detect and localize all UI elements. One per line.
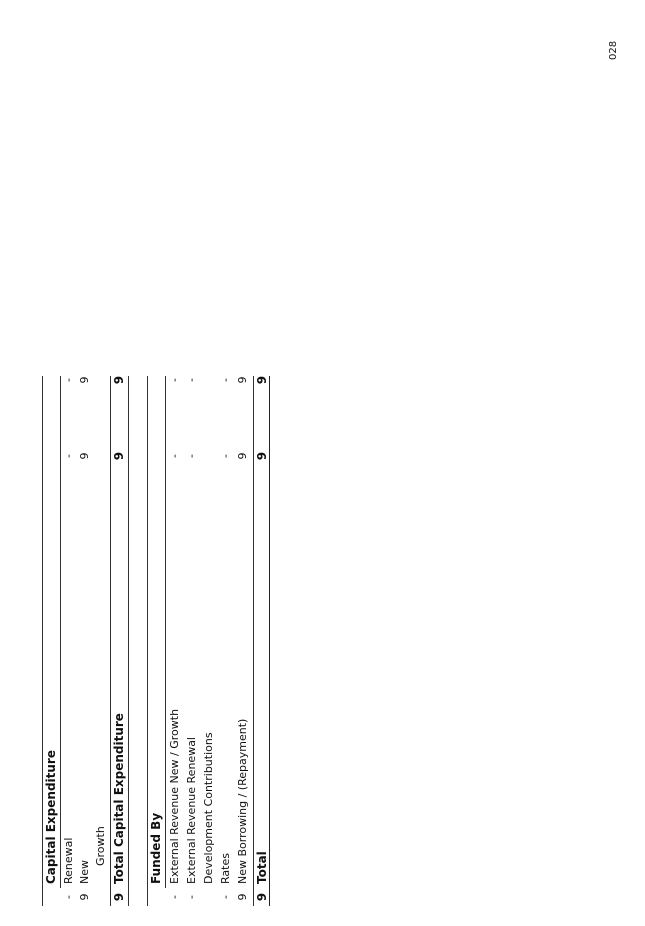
rates-label: Rates — [219, 853, 232, 884]
growth-label: Growth — [94, 826, 107, 866]
rule-top — [42, 376, 43, 906]
new-col2: 9 — [78, 376, 91, 384]
ext-new-label: External Revenue New / Growth — [168, 708, 181, 884]
rule-subtotal-bottom — [128, 376, 129, 906]
dev-contrib-label: Development Contributions — [202, 732, 215, 884]
new-label: New — [78, 860, 91, 884]
rule-total-top — [253, 376, 254, 906]
page-number: 028 — [608, 40, 619, 60]
total-label: Total — [255, 851, 269, 884]
ext-renewal-mark: - — [185, 895, 198, 899]
total-capex-mark: 9 — [112, 892, 126, 902]
new-col1: 9 — [78, 452, 91, 460]
rule-subtotal-top — [110, 376, 111, 906]
total-capex-label: Total Capital Expenditure — [112, 713, 126, 884]
borrowing-col1: 9 — [236, 452, 249, 460]
ext-renewal-col2: - — [185, 378, 198, 382]
borrowing-label: New Borrowing / (Repayment) — [236, 718, 249, 884]
borrowing-col2: 9 — [236, 376, 249, 384]
renewal-label: Renewal — [62, 837, 75, 884]
renewal-mark: - — [62, 895, 75, 899]
rates-col2: - — [219, 378, 232, 382]
ext-new-mark: - — [168, 895, 181, 899]
rule-total-bottom — [269, 376, 270, 906]
total-col2: 9 — [255, 375, 269, 385]
ext-new-col1: - — [168, 454, 181, 458]
rates-col1: - — [219, 454, 232, 458]
borrowing-mark: 9 — [236, 893, 249, 901]
ext-renewal-col1: - — [185, 454, 198, 458]
rule-heading — [60, 376, 61, 888]
total-capex-col2: 9 — [112, 375, 126, 385]
rule-funded-top — [147, 376, 148, 906]
rates-mark: - — [219, 895, 232, 899]
total-mark: 9 — [255, 892, 269, 902]
ext-renewal-label: External Revenue Renewal — [185, 737, 198, 884]
new-mark: 9 — [78, 893, 91, 901]
rule-funded-heading — [165, 376, 166, 888]
total-col1: 9 — [255, 451, 269, 461]
renewal-col1: - — [62, 454, 75, 458]
total-capex-col1: 9 — [112, 451, 126, 461]
funded-by-heading: Funded By — [149, 812, 163, 884]
ext-new-col2: - — [168, 378, 181, 382]
capital-table — [41, 376, 271, 906]
renewal-col2: - — [62, 378, 75, 382]
capital-heading: Capital Expenditure — [44, 750, 58, 884]
